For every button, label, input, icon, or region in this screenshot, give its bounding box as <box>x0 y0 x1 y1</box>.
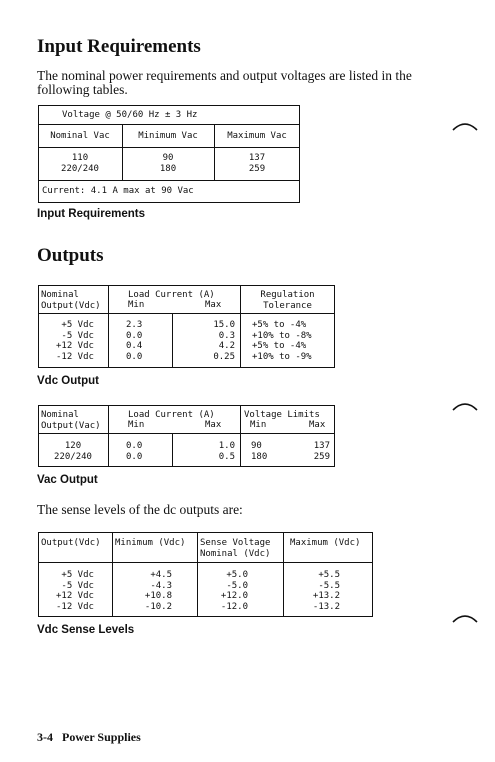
vdc-min-values: 2.3 0.0 0.4 0.0 <box>126 320 143 362</box>
outputs-heading: Outputs <box>37 245 104 266</box>
vac-header-max: Max <box>205 420 222 430</box>
table-rule <box>108 405 109 467</box>
sense-header-minimum: Minimum (Vdc) <box>115 538 186 548</box>
vdc-header-max: Max <box>205 300 222 310</box>
maximum-vac-values: 137 259 <box>248 153 266 174</box>
table-rule <box>108 285 109 368</box>
table-rule <box>38 124 300 125</box>
sense-output-values: +5 Vdc -5 Vdc +12 Vdc -12 Vdc <box>56 570 94 612</box>
vdc-header-min: Min <box>128 300 145 310</box>
table-rule <box>240 405 241 467</box>
header-minimum-vac: Minimum Vac <box>138 131 198 141</box>
vdc-header-output: Nominal Output(Vdc) <box>41 290 101 311</box>
table-rule <box>38 147 300 148</box>
vac-header-voltage-limits: Voltage Limits <box>244 410 320 420</box>
page-footer <box>37 730 141 745</box>
voltage-title: Voltage @ 50/60 Hz ± 3 Hz <box>62 110 198 120</box>
vdc-sense-levels-caption: Vdc Sense Levels <box>37 624 135 636</box>
table-rule <box>38 562 373 563</box>
header-maximum-vac: Maximum Vac <box>227 131 287 141</box>
vac-max-values: 1.0 0.5 <box>218 441 235 462</box>
nominal-vac-values: 110 220/240 <box>61 153 99 174</box>
sense-maximum-values: +5.5 -5.5 +13.2 -13.2 <box>312 570 340 612</box>
table-rule <box>38 433 335 434</box>
vdc-tolerance-values: +5% to -4% +10% to -8% +5% to -4% +10% to -9% <box>252 320 312 362</box>
input-requirements-caption: Input Requirements <box>37 208 145 220</box>
vac-output-caption: Vac Output <box>37 474 98 486</box>
vac-header-limit-min: Min <box>250 420 267 430</box>
vac-output-values: 120 220/240 <box>54 441 92 462</box>
footer-section-title: Power Supplies <box>62 730 141 744</box>
vdc-max-values: 15.0 0.3 4.2 0.25 <box>213 320 235 362</box>
binder-hole-mark <box>452 610 478 624</box>
vac-header-load-current: Load Current (A) <box>128 410 215 420</box>
vdc-output-caption: Vdc Output <box>37 375 99 387</box>
vdc-header-regulation: Regulation Tolerance <box>260 290 315 311</box>
minimum-vac-values: 90 180 <box>159 153 177 174</box>
vac-limit-max-values: 137 259 <box>313 441 330 462</box>
vac-header-min: Min <box>128 420 145 430</box>
sense-header-output: Output(Vdc) <box>41 538 101 548</box>
vac-limit-min-values: 90 180 <box>251 441 268 462</box>
binder-hole-mark <box>452 398 478 412</box>
vdc-output-values: +5 Vdc -5 Vdc +12 Vdc -12 Vdc <box>56 320 94 362</box>
table-rule <box>38 180 300 181</box>
input-intro-paragraph: The nominal power requirements and output voltages are listed in the following tables. <box>37 68 412 97</box>
sense-intro-paragraph: The sense levels of the dc outputs are: <box>37 502 243 517</box>
sense-minimum-values: +4.5 -4.3 +10.8 -10.2 <box>144 570 172 612</box>
sense-header-maximum: Maximum (Vdc) <box>290 538 361 548</box>
sense-nominal-values: +5.0 -5.0 +12.0 -12.0 <box>220 570 248 612</box>
vac-header-output: Nominal Output(Vac) <box>41 410 101 431</box>
binder-hole-mark <box>452 118 478 132</box>
table-rule <box>38 313 335 314</box>
current-rating: Current: 4.1 A max at 90 Vac <box>42 186 194 196</box>
input-requirements-heading: Input Requirements <box>37 36 201 57</box>
vac-header-limit-max: Max <box>309 420 326 430</box>
sense-header-nominal: Sense Voltage Nominal (Vdc) <box>200 538 271 559</box>
vdc-header-load-current: Load Current (A) <box>128 290 215 300</box>
header-nominal-vac: Nominal Vac <box>50 131 110 141</box>
vac-min-values: 0.0 0.0 <box>126 441 143 462</box>
page-number: 3-4 <box>37 730 53 744</box>
